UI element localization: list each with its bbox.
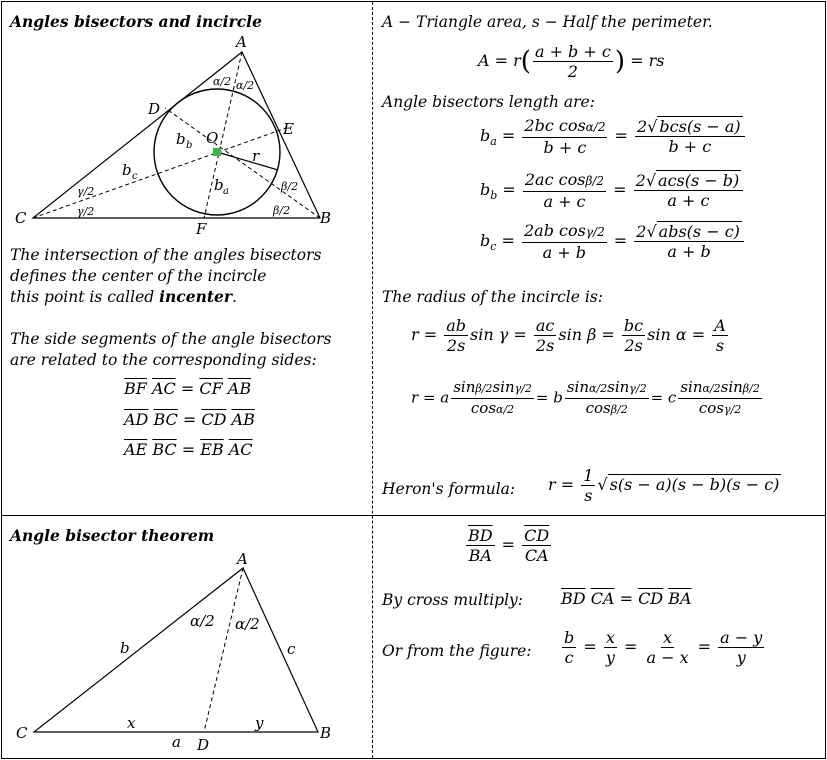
label-b: b: [120, 639, 130, 657]
incircle-desc-line3: this point is called incenter.: [10, 287, 237, 306]
theorem-title: Angle bisector theorem: [10, 526, 215, 545]
label-y: y: [255, 714, 264, 732]
incircle-title: Angles bisectors and incircle: [10, 12, 262, 31]
label-alpha-half-right: α/2: [235, 615, 260, 633]
relation-1: $\overline{BF}$ $\overline{AC} = \overline{CF}$ $\overline{AB}$: [124, 379, 252, 398]
vertical-divider: [372, 2, 373, 758]
bisector-ad: [204, 568, 243, 732]
bisector-c: [33, 128, 286, 218]
label-beta-half-2: β/2: [273, 204, 291, 217]
segments-line2: are related to the corresponding sides:: [10, 351, 317, 369]
relation-3: $\overline{AE}$ $\overline{BC} = \overline{EB}$ $\overline{AC}$: [124, 440, 253, 459]
radius-line: [217, 152, 278, 170]
from-figure-formula: $\frac{b}{c}$ = $\frac{x}{y}$ = $\frac{x}{a - x}$ = $\frac{a - y}{y}$: [564, 628, 763, 667]
incircle-desc-line1: The intersection of the angles bisectors: [10, 246, 322, 264]
label-bb: b: [176, 130, 186, 148]
label-beta-half-1: β/2: [281, 180, 299, 193]
formula-bb: $b_b$ = $\frac{\text{2ac cosβ/2}}{a + c}$ = 2√ acs(s − b) a + c: [480, 170, 745, 211]
label-B: B: [320, 209, 332, 227]
label-ba: b: [214, 176, 224, 194]
area-formula: A = r( $\frac{a + b + c}{2}$ ) = rs: [478, 42, 665, 81]
cross-multiply-formula: $\overline{BD}$ $\overline{CA} = \overline{CD}$ $\overline{BA}$: [561, 589, 692, 608]
relation-2: $\overline{AD}$ $\overline{BC} = \overline{CD}$ $\overline{AB}$: [124, 410, 255, 429]
heron-formula: r = $\frac{1}{s}$ √ s(s − a)(s − b)(s − c): [548, 466, 780, 505]
formula-bc: $b_c$ = $\frac{\text{2ab cosγ/2}}{a + b}$ = 2√ abs(s − c) a + b: [480, 221, 746, 262]
label-a: a: [172, 733, 181, 751]
label-c: c: [287, 640, 296, 658]
radius-formula-2: r = a $\frac{\sin\beta/2\sin\gamma/2}{\cos\alpha/2}$ = b $\frac{\sin\alpha/2\sin\gamma/2}{\cos\beta/2}$ = c $\frac{\sin\alpha/2\sin\beta/2}{\cos\gamma/2}$: [411, 378, 760, 417]
radius-formula-1: r = $\frac{ab}{2s}$ sin γ = $\frac{ac}{2s}$ sin β = $\frac{bc}{2s}$ sin α = $\frac{A}{s}$: [411, 316, 726, 355]
label-E: E: [283, 120, 294, 138]
label-alpha-half-2: α/2: [236, 79, 255, 92]
label-A: A: [236, 33, 247, 51]
label-C2: C: [16, 724, 28, 742]
label-A2: A: [237, 550, 248, 568]
formula-ba: $b_a$ = $\frac{\text{2bc cosα/2}}{b + c}$ = 2√ bcs(s − a) b + c: [480, 116, 747, 157]
svg-text:b: b: [186, 140, 193, 151]
svg-text:a: a: [223, 186, 229, 197]
incenter-point: [213, 148, 221, 156]
theorem-figure: [0, 548, 372, 756]
segments-line1: The side segments of the angle bisectors: [10, 330, 332, 348]
heron-label: Heron's formula:: [382, 480, 516, 498]
label-D2: D: [197, 736, 210, 754]
label-bc: b: [122, 161, 132, 179]
label-gamma-half-2: γ/2: [77, 205, 95, 218]
ratio-formula: $\frac{\overline{BD}}{BA}$ = $\frac{\overline{CD}}{CA}$: [468, 526, 550, 565]
label-r: r: [252, 147, 260, 165]
label-alpha-half-1: α/2: [213, 75, 232, 88]
horizontal-divider: [1, 515, 825, 516]
radius-label: The radius of the incircle is:: [382, 288, 603, 306]
triangle-abc-theorem: [34, 568, 318, 732]
label-gamma-half-1: γ/2: [77, 185, 95, 198]
incircle-desc-line2: defines the center of the incircle: [10, 267, 267, 285]
label-C: C: [15, 209, 27, 227]
label-D: D: [148, 100, 161, 118]
from-figure-label: Or from the figure:: [382, 642, 532, 660]
label-B2: B: [320, 724, 332, 742]
label-F: F: [196, 220, 207, 238]
incircle-figure: [0, 30, 372, 240]
label-alpha-half-left: α/2: [190, 612, 215, 630]
bisector-length-label: Angle bisectors length are:: [382, 93, 595, 111]
svg-text:c: c: [132, 171, 138, 182]
label-x: x: [127, 714, 136, 732]
incenter-term: incenter: [159, 287, 233, 306]
area-intro: A − Triangle area, s − Half the perimeter.: [382, 13, 713, 31]
label-O: O: [206, 129, 219, 147]
cross-multiply-label: By cross multiply:: [382, 591, 524, 609]
